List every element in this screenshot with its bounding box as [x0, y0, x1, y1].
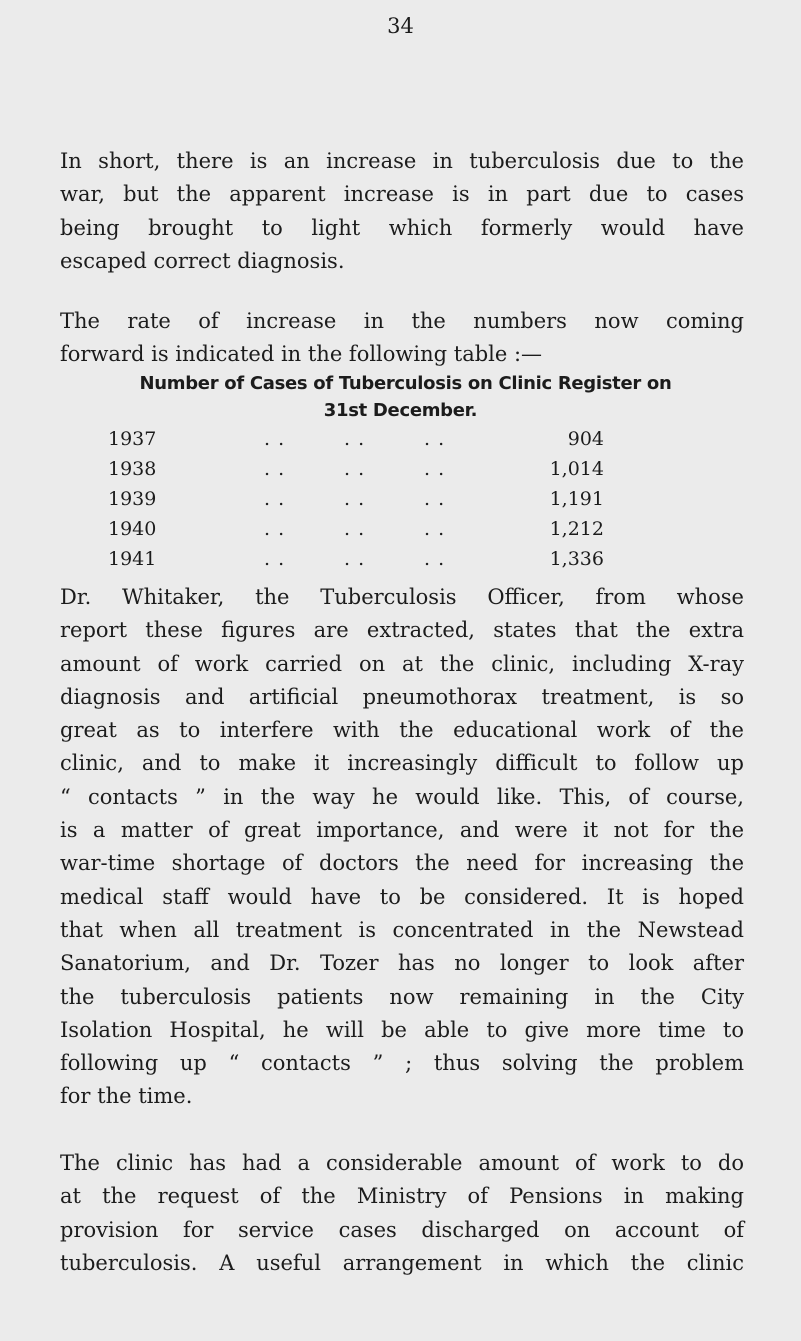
text-line: great as to interfere with the educational work of the	[60, 718, 744, 743]
table-count: 1,014	[549, 458, 604, 480]
text-line: clinic, and to make it increasingly difficult to follow up	[60, 751, 744, 776]
text-line: being brought to light which formerly would have	[60, 215, 744, 240]
table-count: 1,212	[549, 518, 604, 540]
table-count: 1,191	[549, 488, 604, 510]
text-line: provision for service cases discharged on account of	[60, 1217, 744, 1242]
table-count: 1,336	[549, 548, 604, 570]
table-year: 1938	[108, 458, 157, 480]
table-row	[0, 488, 801, 518]
text-line: tuberculosis. A useful arrangement in which the clinic	[60, 1250, 744, 1275]
paragraph-whitaker-report	[60, 581, 744, 1114]
text-line: forward is indicated in the following table :—	[60, 342, 543, 367]
text-line: amount of work carried on at the clinic, including X-ray	[60, 651, 744, 676]
text-line: report these figures are extracted, states that the extra	[60, 618, 744, 643]
leader-dots: . . . . . .	[264, 428, 446, 450]
leader-dots: . . . . . .	[264, 458, 446, 480]
table-row	[0, 458, 801, 488]
leader-dots: . . . . . .	[264, 488, 446, 510]
text-line: the tuberculosis patients now remaining in the City	[60, 984, 744, 1009]
text-line: war-time shortage of doctors the need for increasing the	[60, 851, 744, 876]
text-line: The rate of increase in the numbers now coming	[60, 309, 744, 333]
paragraph-ministry-pensions	[60, 1147, 744, 1280]
text-line: escaped correct diagnosis.	[60, 248, 345, 273]
text-line: for the time.	[60, 1084, 193, 1109]
text-line: that when all treatment is concentrated in the Newstead	[60, 917, 744, 942]
text-line: following up “ contacts ” ; thus solving the problem	[60, 1051, 744, 1076]
table-row	[0, 518, 801, 548]
table-year: 1940	[108, 518, 157, 540]
leader-dots: . . . . . .	[264, 518, 446, 540]
table-year: 1941	[108, 548, 157, 570]
table-subtitle: 31st December.	[323, 400, 478, 421]
text-line: diagnosis and artificial pneumothorax treatment, is so	[60, 684, 744, 709]
text-line: The clinic has had a considerable amount of work to do	[60, 1151, 744, 1175]
text-line: Dr. Whitaker, the Tuberculosis Officer, from whose	[60, 585, 744, 609]
text-line: medical staff would have to be considered. It is hoped	[60, 884, 744, 909]
table-year: 1939	[108, 488, 157, 510]
table-row	[0, 548, 801, 578]
table-count: 904	[567, 428, 604, 450]
text-line: “ contacts ” in the way he would like. This, of course,	[60, 784, 744, 809]
text-line: Isolation Hospital, he will be able to give more time to	[60, 1017, 744, 1042]
leader-dots: . . . . . .	[264, 548, 446, 570]
text-line: Sanatorium, and Dr. Tozer has no longer to look after	[60, 951, 744, 976]
table-row	[0, 428, 801, 458]
table-year: 1937	[108, 428, 157, 450]
table-title: Number of Cases of Tuberculosis on Clinic Register on	[139, 373, 672, 394]
text-line: at the request of the Ministry of Pensions in making	[60, 1184, 744, 1209]
page-number: 34	[387, 14, 414, 38]
paragraph-rate-of-increase	[60, 305, 744, 372]
text-line: is a matter of great importance, and were it not for the	[60, 818, 744, 843]
text-line: war, but the apparent increase is in part due to cases	[60, 182, 744, 207]
text-line: In short, there is an increase in tuberculosis due to the	[60, 149, 744, 173]
paragraph-war-increase	[60, 145, 744, 278]
